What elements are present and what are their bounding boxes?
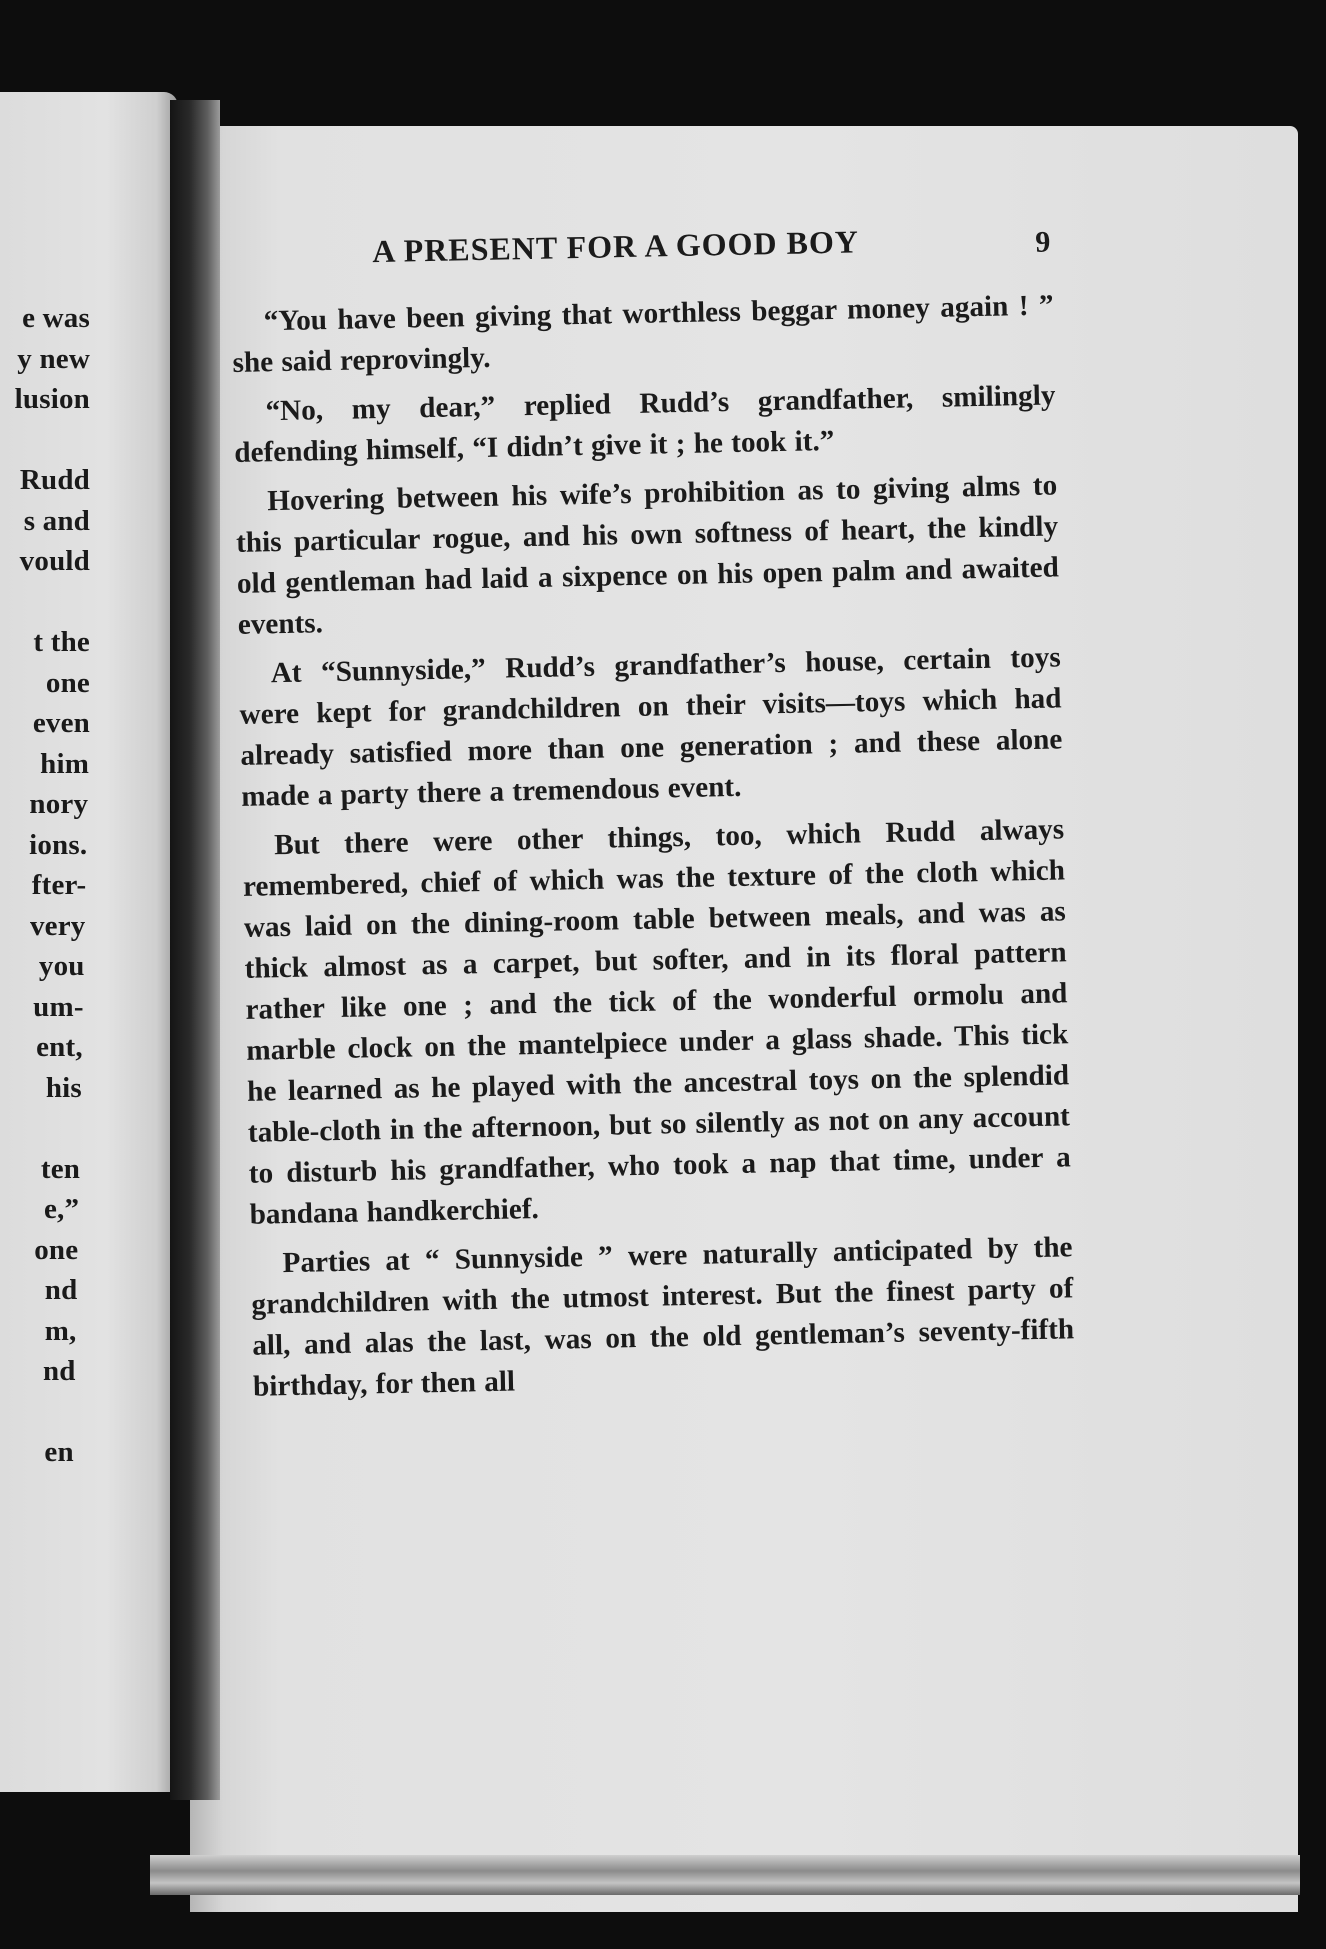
paragraph-6: Parties at “ Sunnyside ” were naturally anticipated by the grandchildren with the utmost interest. But the finest party of all, and alas the last, was on the old gentleman’s seventy-fifth birthday, for then all <box>251 1231 1075 1403</box>
book-gutter-shadow <box>170 100 220 1800</box>
paragraph-3: Hovering between his wife’s prohibition as to giving alms to this particular rogue, and his own softness of heart, the kindly old gentleman had laid a sixpence on his open palm and awaited events. <box>235 469 1060 641</box>
paragraph-4: At “Sunnyside,” Rudd’s grandfather’s house, certain toys were kept for grandchildren on their visits—toys which had already satisfied more than one generation ; and these alone made a party there a tremendous event. <box>239 641 1063 813</box>
left-page-fragment: fter- <box>31 869 87 901</box>
left-page-fragment: e was <box>22 302 90 334</box>
left-page-fragment: um- <box>33 990 84 1023</box>
left-page-fragment: nd <box>42 1355 76 1387</box>
left-page-fragment: one <box>34 1233 79 1266</box>
left-page-fragment: very <box>29 909 86 942</box>
left-page-fragment: one <box>45 666 90 699</box>
left-page-fragment: ent, <box>36 1031 83 1063</box>
left-page-fragment: y new <box>17 342 90 375</box>
left-page-fragment: en <box>44 1436 74 1468</box>
left-page-fragment: nd <box>44 1274 78 1306</box>
left-page-fragment: nory <box>29 788 89 820</box>
left-page-fragment: even <box>32 707 90 739</box>
left-page-fragment: vould <box>19 545 90 577</box>
running-head: A PRESENT FOR A GOOD BOY <box>371 223 860 270</box>
paragraph-5: But there were other things, too, which Rudd always remembered, chief of which was the texture of the cloth which was laid on the dining-room table between meals, and was as thick almost as a carpet, but softer, and in its floral pattern rather like one ; and the tick of the wonderful ormolu and marble clock on the mantelpiece under a glass shade. This tick he learned as he played with the ancestral toys on the splendid table-cloth in the afternoon, but so silently as not on any account to disturb his grandfather, who took a nap that time, under a bandana handkerchief. <box>242 813 1071 1231</box>
page-text-block <box>230 220 1075 1408</box>
paragraph-1: “You have been giving that worthless beggar money again ! ” she said reprovingly. <box>232 289 1054 379</box>
left-page-fragment: e,” <box>43 1193 80 1225</box>
left-page-fragment: lusion <box>14 383 90 415</box>
left-page-fragment: you <box>38 950 85 982</box>
left-facing-page <box>0 92 178 1792</box>
left-page-fragment: s and <box>23 504 90 537</box>
left-page-fragment: his <box>45 1071 82 1104</box>
left-page-fragment: ions. <box>29 828 88 861</box>
page-number: 9 <box>1034 225 1051 259</box>
left-page-fragment: ten <box>40 1152 81 1185</box>
page-bottom-edge <box>150 1855 1300 1895</box>
paragraph-2: “No, my dear,” replied Rudd’s grandfather, smilingly defending himself, “I didn’t give it ; he took it.” <box>234 379 1056 469</box>
left-page-fragment: m, <box>44 1314 77 1347</box>
left-page-fragment: t the <box>33 626 90 658</box>
left-page-fragment: Rudd <box>19 464 90 496</box>
left-page-fragment: him <box>40 747 90 780</box>
